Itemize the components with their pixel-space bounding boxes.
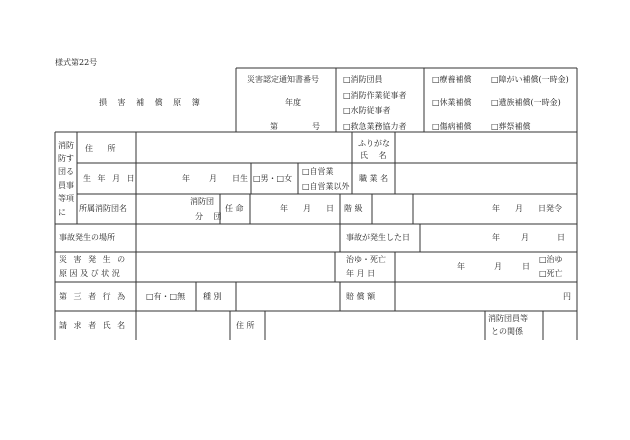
outcome-label-2: 年 月 日 [346, 269, 376, 278]
comp-checkbox-disability[interactable]: □障がい補償(一時金) [491, 75, 569, 84]
member-side-label-1: 消防 [58, 141, 74, 150]
dob-label: 生 年 月 日 [83, 174, 137, 183]
category-checkbox-firefighter[interactable]: □消防団員 [343, 75, 383, 84]
outcome-label-1: 治ゆ・死亡 [346, 255, 386, 264]
comp-checkbox-survivor[interactable]: □遺族補償(一時金) [491, 98, 561, 107]
document-title: 損 害 補 償 原 簿 [99, 98, 204, 107]
member-side-label-2: 防す [58, 154, 74, 163]
branch-label-1: 消防団 [190, 197, 214, 206]
appointment-label: 任 命 [225, 204, 244, 213]
furigana-label: ふりがな [358, 139, 390, 148]
outcome-year: 年 [457, 262, 465, 271]
outcome-day: 日 [522, 262, 530, 271]
year-label: 年度 [285, 98, 301, 107]
not-self-employed-checkbox[interactable]: □自営業以外 [302, 182, 350, 191]
self-employed-checkbox[interactable]: □自営業 [302, 167, 334, 176]
category-checkbox-fire-worker[interactable]: □消防作業従事者 [343, 91, 407, 100]
incident-date-month: 月 [521, 233, 529, 242]
cause-label-1: 災 害 発 生 の [59, 255, 128, 264]
member-side-label-6: に [58, 208, 66, 217]
yen-unit: 円 [563, 292, 571, 301]
dob-month: 月 [209, 174, 217, 183]
third-party-label: 第 三 者 行 為 [59, 292, 128, 301]
order-year: 年 [492, 204, 500, 213]
order-day: 日発令 [538, 204, 562, 213]
dob-day: 日生 [232, 174, 248, 183]
name-label: 氏 名 [360, 151, 391, 160]
appt-day: 日 [326, 204, 334, 213]
member-side-label-4: 員事 [58, 181, 74, 190]
member-side-label-3: 団る [58, 167, 74, 176]
address-label: 住 所 [85, 144, 122, 153]
healed-checkbox[interactable]: □治ゆ [539, 255, 563, 264]
cause-label-2: 原 因 及 び 状 況 [59, 269, 120, 278]
category-checkbox-flood-worker[interactable]: □水防従事者 [343, 106, 391, 115]
incident-place-label: 事故発生の場所 [59, 233, 115, 242]
relation-label-1: 消防団員等 [488, 314, 528, 323]
appt-year: 年 [280, 204, 288, 213]
incident-date-label: 事故が発生した日 [346, 233, 410, 242]
dob-year: 年 [182, 174, 190, 183]
third-party-checkbox[interactable]: □有・□無 [146, 292, 186, 301]
comp-checkbox-injury[interactable]: □傷病補償 [432, 122, 472, 131]
relation-label-2: との関係 [491, 327, 523, 336]
gender-checkbox[interactable]: □男・□女 [253, 174, 293, 183]
branch-label-2: 分 団 [195, 212, 226, 221]
incident-date-day: 日 [557, 233, 565, 242]
notice-number-label: 災害認定通知書番号 [247, 75, 319, 84]
number-prefix: 第 [270, 122, 278, 131]
order-month: 月 [515, 204, 523, 213]
comp-checkbox-funeral[interactable]: □葬祭補償 [491, 122, 531, 131]
comp-checkbox-leave[interactable]: □休業補償 [432, 98, 472, 107]
compensation-amount-label: 賠 償 額 [346, 292, 376, 301]
comp-checkbox-medical[interactable]: □療養補償 [432, 75, 472, 84]
claimant-name-label: 請 求 者 氏 名 [59, 321, 128, 330]
claimant-address-label: 住 所 [236, 321, 255, 330]
brigade-label: 所属消防団名 [79, 204, 127, 213]
type-label: 種 別 [203, 292, 222, 301]
rank-label: 階 級 [344, 204, 363, 213]
died-checkbox[interactable]: □死亡 [539, 269, 563, 278]
form-number: 様式第22号 [55, 58, 98, 67]
number-suffix: 号 [312, 122, 320, 131]
occupation-label: 職 業 名 [359, 174, 389, 183]
outcome-month: 月 [494, 262, 502, 271]
member-side-label-5: 等項 [58, 194, 74, 203]
appt-month: 月 [303, 204, 311, 213]
incident-date-year: 年 [492, 233, 500, 242]
category-checkbox-ems-cooperator[interactable]: □救急業務協力者 [343, 122, 407, 131]
